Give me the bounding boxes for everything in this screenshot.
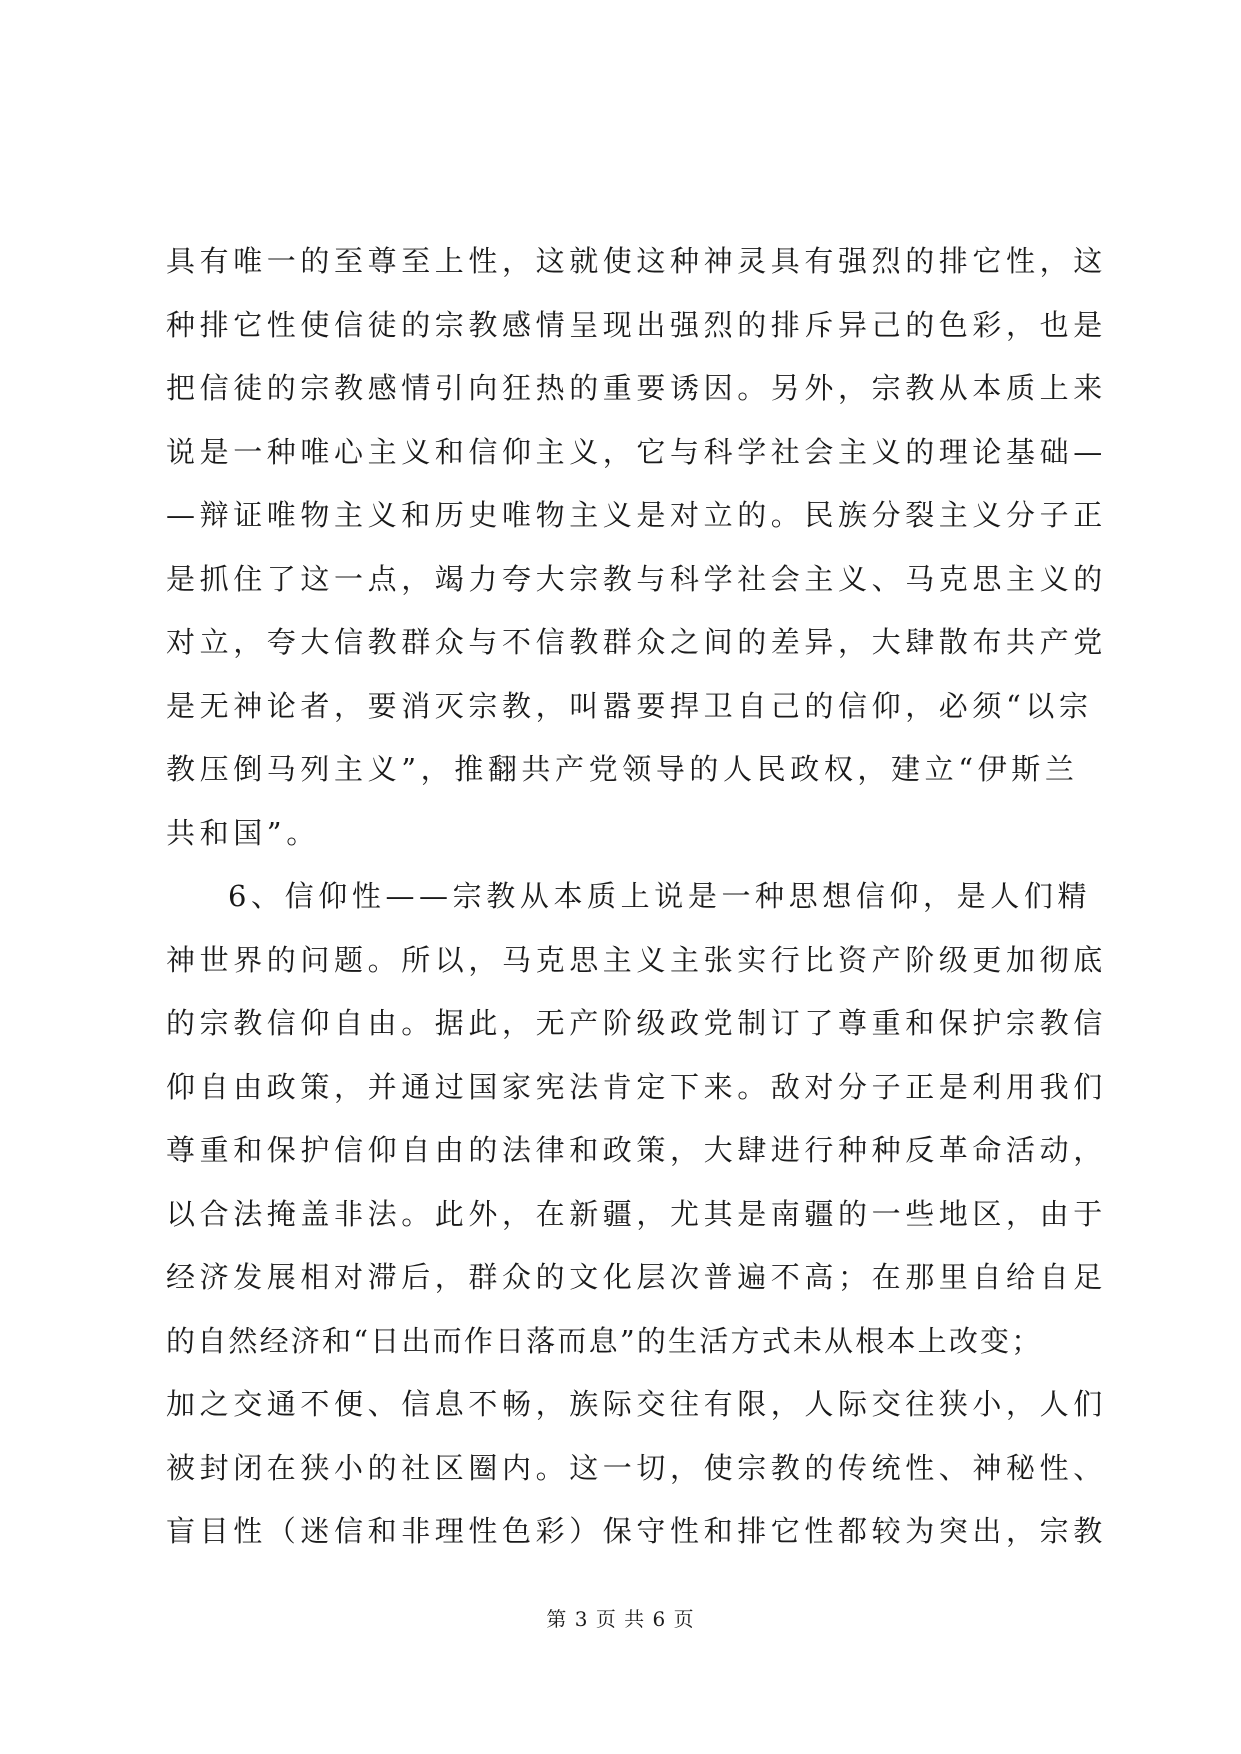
text-line: —辩证唯物主义和历史唯物主义是对立的。民族分裂主义分子正 — [166, 498, 1107, 532]
text-line: 神世界的问题。所以，马克思主义主张实行比资产阶级更加彻底 — [166, 942, 1107, 977]
text-line: 加之交通不便、信息不畅，族际交往有限，人际交往狭小，人们 — [166, 1387, 1107, 1421]
text-line: 说是一种唯心主义和信仰主义，它与科学社会主义的理论基础— — [166, 434, 1107, 469]
text-line: 种排它性使信徒的宗教感情呈现出强烈的排斥异己的色彩，也是 — [166, 307, 1107, 342]
text-line: 被封闭在狭小的社区圈内。这一切，使宗教的传统性、神秘性、 — [166, 1450, 1107, 1485]
text-line: 经济发展相对滞后，群众的文化层次普遍不高；在那里自给自足 — [166, 1260, 1107, 1294]
page-number-footer: 第 3 页 共 6 页 — [546, 1607, 695, 1631]
text-line: 以合法掩盖非法。此外，在新疆，尤其是南疆的一些地区，由于 — [166, 1196, 1107, 1231]
text-line: 是无神论者，要消灭宗教，叫嚣要捍卫自己的信仰，必须“以宗 — [166, 688, 1093, 723]
text-line: 共和国”。 — [166, 815, 320, 850]
paragraph-first-line: 6、信仰性——宗教从本质上说是一种思想信仰，是人们精 — [228, 879, 1092, 913]
text-line: 的宗教信仰自由。据此，无产阶级政党制订了尊重和保护宗教信 — [166, 1006, 1107, 1040]
text-line: 的自然经济和“日出而作日落而息”的生活方式未从根本上改变； — [166, 1323, 1043, 1358]
text-line: 是抓住了这一点，竭力夸大宗教与科学社会主义、马克思主义的 — [166, 561, 1107, 596]
text-line: 具有唯一的至尊至上性，这就使这种神灵具有强烈的排它性，这 — [166, 244, 1107, 278]
body-text — [166, 230, 1107, 1564]
text-line: 尊重和保护信仰自由的法律和政策，大肆进行种种反革命活动， — [166, 1133, 1107, 1167]
text-line: 教压倒马列主义”，推翻共产党领导的人民政权，建立“伊斯兰 — [166, 752, 1079, 786]
text-line: 对立，夸大信教群众与不信教群众之间的差异，大肆散布共产党 — [166, 625, 1107, 659]
text-line: 盲目性（迷信和非理性色彩）保守性和排它性都较为突出，宗教 — [166, 1514, 1107, 1548]
text-line: 仰自由政策，并通过国家宪法肯定下来。敌对分子正是利用我们 — [166, 1069, 1107, 1104]
text-line: 把信徒的宗教感情引向狂热的重要诱因。另外，宗教从本质上来 — [166, 371, 1107, 405]
